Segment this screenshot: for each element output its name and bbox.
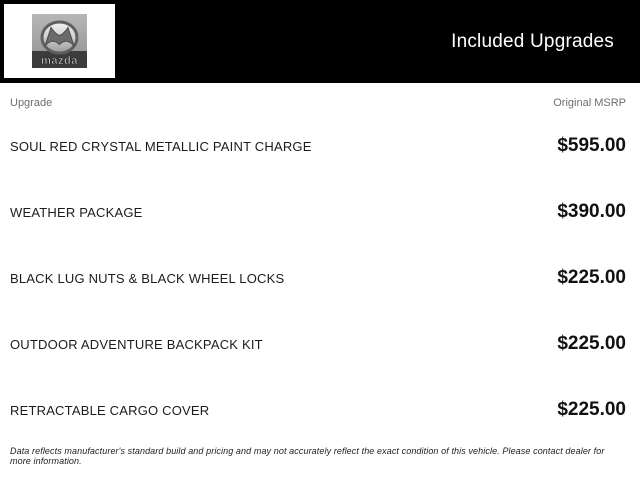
- mazda-wordmark: mazda: [41, 55, 78, 67]
- column-header-msrp: Original MSRP: [553, 97, 626, 109]
- disclaimer-text: Data reflects manufacturer's standard build and pricing and may not accurately reflect the exact condition of this vehicle. Please contact dealer for more information.: [10, 446, 605, 466]
- table-row: [10, 113, 626, 179]
- column-header-row: [10, 83, 626, 113]
- upgrade-name: SOUL RED CRYSTAL METALLIC PAINT CHARGE: [10, 138, 312, 154]
- table-rows: [10, 113, 626, 443]
- upgrade-price: $225.00: [557, 399, 626, 420]
- upgrade-price: $595.00: [557, 135, 626, 156]
- table-row: [10, 245, 626, 311]
- table-row: [10, 377, 626, 443]
- upgrade-name: BLACK LUG NUTS & BLACK WHEEL LOCKS: [10, 270, 285, 286]
- upgrade-price: $390.00: [557, 201, 626, 222]
- upgrade-name: RETRACTABLE CARGO COVER: [10, 402, 210, 418]
- upgrade-name: OUTDOOR ADVENTURE BACKPACK KIT: [10, 336, 263, 352]
- upgrades-table: [0, 83, 640, 466]
- upgrade-price: $225.00: [557, 333, 626, 354]
- header-bar: [0, 0, 640, 83]
- upgrade-name: WEATHER PACKAGE: [10, 204, 143, 220]
- page-title: Included Upgrades: [451, 30, 614, 52]
- column-header-upgrade: Upgrade: [10, 97, 53, 109]
- table-row: [10, 179, 626, 245]
- upgrade-price: $225.00: [557, 267, 626, 288]
- mazda-logo-icon: [32, 14, 87, 68]
- mazda-logo: [4, 4, 115, 78]
- table-row: [10, 311, 626, 377]
